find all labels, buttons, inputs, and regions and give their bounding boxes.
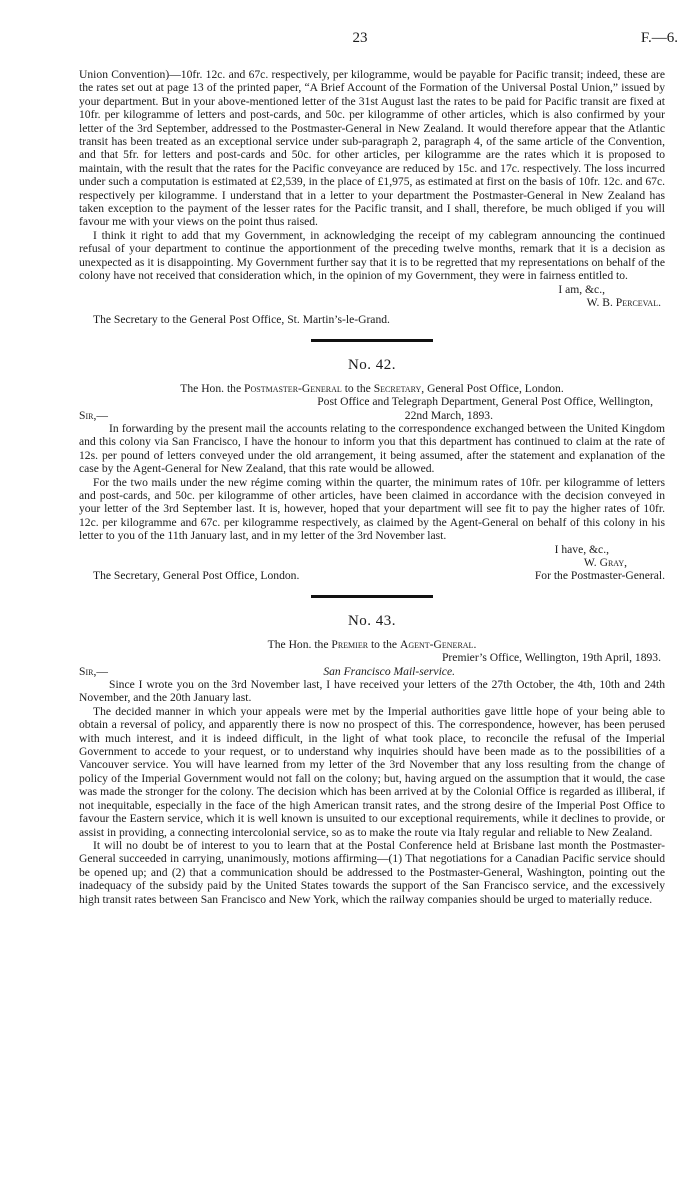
page-header — [0, 30, 700, 50]
section-divider-2 — [311, 595, 433, 598]
letter-42-salutation: Sir,— — [79, 408, 108, 422]
intro-addressee: The Secretary to the General Post Office, St. Martin’s-le-Grand. — [93, 313, 390, 327]
letter-42-signature-role: For the Postmaster-General. — [534, 569, 665, 583]
letter-42-date: 22nd March, 1893. — [404, 408, 493, 422]
letter-43-number: No. 43. — [347, 612, 397, 629]
intro-paragraph-2: I think it right to add that my Government, in acknowledging the receipt of my cablegram announcing the continued refusal of your department to continue the apportionment of the preceding twelve months, remark that it is a decision as unexpected as it is disappointing. My Government further say that it is to be regretted that my representations on behalf of the colony have not received that consideration which, in the opinion of my Government, they were in fairness entitled to. — [79, 228, 665, 283]
letter-43-route: The Hon. the Premier to the Agent-General. — [267, 637, 477, 651]
letter-43-address: Premier’s Office, Wellington, 19th April, 1893. — [441, 651, 661, 665]
letter-43-salutation-row — [79, 665, 665, 678]
letter-43-paragraph-3: It will no doubt be of interest to you to learn that at the Postal Conference held at Brisbane last month the Postmaster-General succeeded in carrying, unanimously, motions affirming—(1) That negotiations for a Canadian Pacific service should be opened up; and (2) that a communication should be addressed to the Postmaster-General, Washington, pointing out the inadequacy of the subsidy paid by the United States towards the support of the San Francisco service, and the excessively high transit rates between San Francisco and New York, which the railway companies should be urged to materially reduce. — [79, 838, 665, 906]
document-reference: F.—6. — [640, 30, 678, 46]
letter-43-paragraph-1: Since I wrote you on the 3rd November last, I have received your letters of the 27th October, the 4th, 10th and 24th November, and the 20th January last. — [79, 678, 665, 705]
letter-42-salutation-row — [79, 409, 665, 422]
intro-signature: W. B. Perceval. — [586, 295, 661, 309]
section-divider — [311, 339, 433, 342]
page-body — [79, 68, 665, 906]
letter-42-route: The Hon. the Postmaster-General to the Secretary, General Post Office, London. — [180, 381, 564, 395]
letter-42-number: No. 42. — [347, 356, 397, 373]
page-number: 23 — [352, 30, 368, 46]
letter-42-address: Post Office and Telegraph Department, General Post Office, Wellington, — [317, 395, 653, 409]
letter-43-paragraph-2: The decided manner in which your appeals were met by the Imperial authorities gave little hope of your being able to obtain a reversal of policy, and apparently there is now no prospect of this. The correspondence, however, has been perused with much interest, and it is indeed difficult, in the light of what took place, to reconcile the refusal of the Imperial Government to accede to your request, or to understand why inquiries should have been made as to the possibilities of a Vancouver service. You will have learned from my letter of the 3rd November that any loss resulting from the change of policy of the Imperial Government would not fall on the colony; but, having argued on the assumption that it would, the case was made the stronger for the colony. The decision which has been arrived at by the Colonial Office is regarded as illiberal, if not inequitable, especially in the face of the high American transit rates, and the strong desire of the Imperial Post Office to favour the Eastern service, which it is well known is unsuited to our exceptional requirements, while it declines to provide, or assist in providing, a connecting intercolonial service, so as to make the route via Italy regular and reliable to New Zealand. — [79, 704, 665, 839]
letter-42-addressee: The Secretary, General Post Office, London. — [93, 569, 300, 583]
letter-42-paragraph-1: In forwarding by the present mail the accounts relating to the correspondence exchanged between the United Kingdom and this colony via San Francisco, I have the honour to inform you that this department has continued to claim at the rate of 12s. per pound of letters conveyed under the old arrangement, it being assumed, after the statement and explanation of the case by the Agent-General for New Zealand, that this rate would be allowed. — [79, 421, 665, 476]
letter-43-salutation: Sir,— — [79, 664, 108, 678]
letter-42-footer-row — [79, 569, 665, 582]
letter-42-signature: W. Gray, — [583, 556, 627, 569]
letter-42-paragraph-2: For the two mails under the new régime coming within the quarter, the minimum rates of 10fr. per kilogramme of letters and post-cards, and 50c. per kilogramme of other articles, have been claimed in accordance with the decision conveyed in your letter of the 3rd September last. It is, however, hoped that your department will see fit to pay the higher rates of 10fr. 12c. per kilogramme and 67c. per kilogramme respectively, as claimed by the Agent-General on behalf of this colony in his letter to you of the 11th January last, and in my letter of the 3rd November last. — [79, 475, 665, 543]
letter-43-subject: San Francisco Mail-service. — [323, 664, 455, 678]
intro-paragraph-1: Union Convention)—10fr. 12c. and 67c. respectively, per kilogramme, would be payable for Pacific transit; indeed, these are the rates set out at page 13 of the printed paper, “A Brief Account of the Formation of the Universal Postal Union,” issued by your department. But in your above-mentioned letter of the 31st August last the rates to be paid for Pacific transit are fixed at 10fr. per kilogramme of letters and post-cards, and 50c. per kilogramme of other articles, which is also confirmed by your letter of the 3rd September, addressed to the Postmaster-General in New Zealand. It would therefore appear that the Atlantic transit has been treated as an exceptional service under sub-paragraph 2, paragraph 4, of the same article of the Convention, and that 5fr. for letters and post-cards and 50c. for other articles, per kilogramme are the rates which it is proposed to maintain, with the result that the rates for the Pacific conveyance are reduced by 15c. and 17c. respectively. The loss incurred under such a computation is estimated at £2,539, in the place of £1,975, as estimated at first on the basis of 10fr. 12c. and 67c. respectively per kilogramme. I understand that in a letter to your department the Postmaster-General in New Zealand has taken exception to the payment of the lesser rates for the Pacific transit, and I shall, therefore, be much obliged if you will favour me with your views on the point thus raised. — [79, 68, 665, 229]
intro-closing: I am, &c., — [558, 282, 605, 296]
letter-42-closing: I have, &c., — [554, 542, 609, 556]
